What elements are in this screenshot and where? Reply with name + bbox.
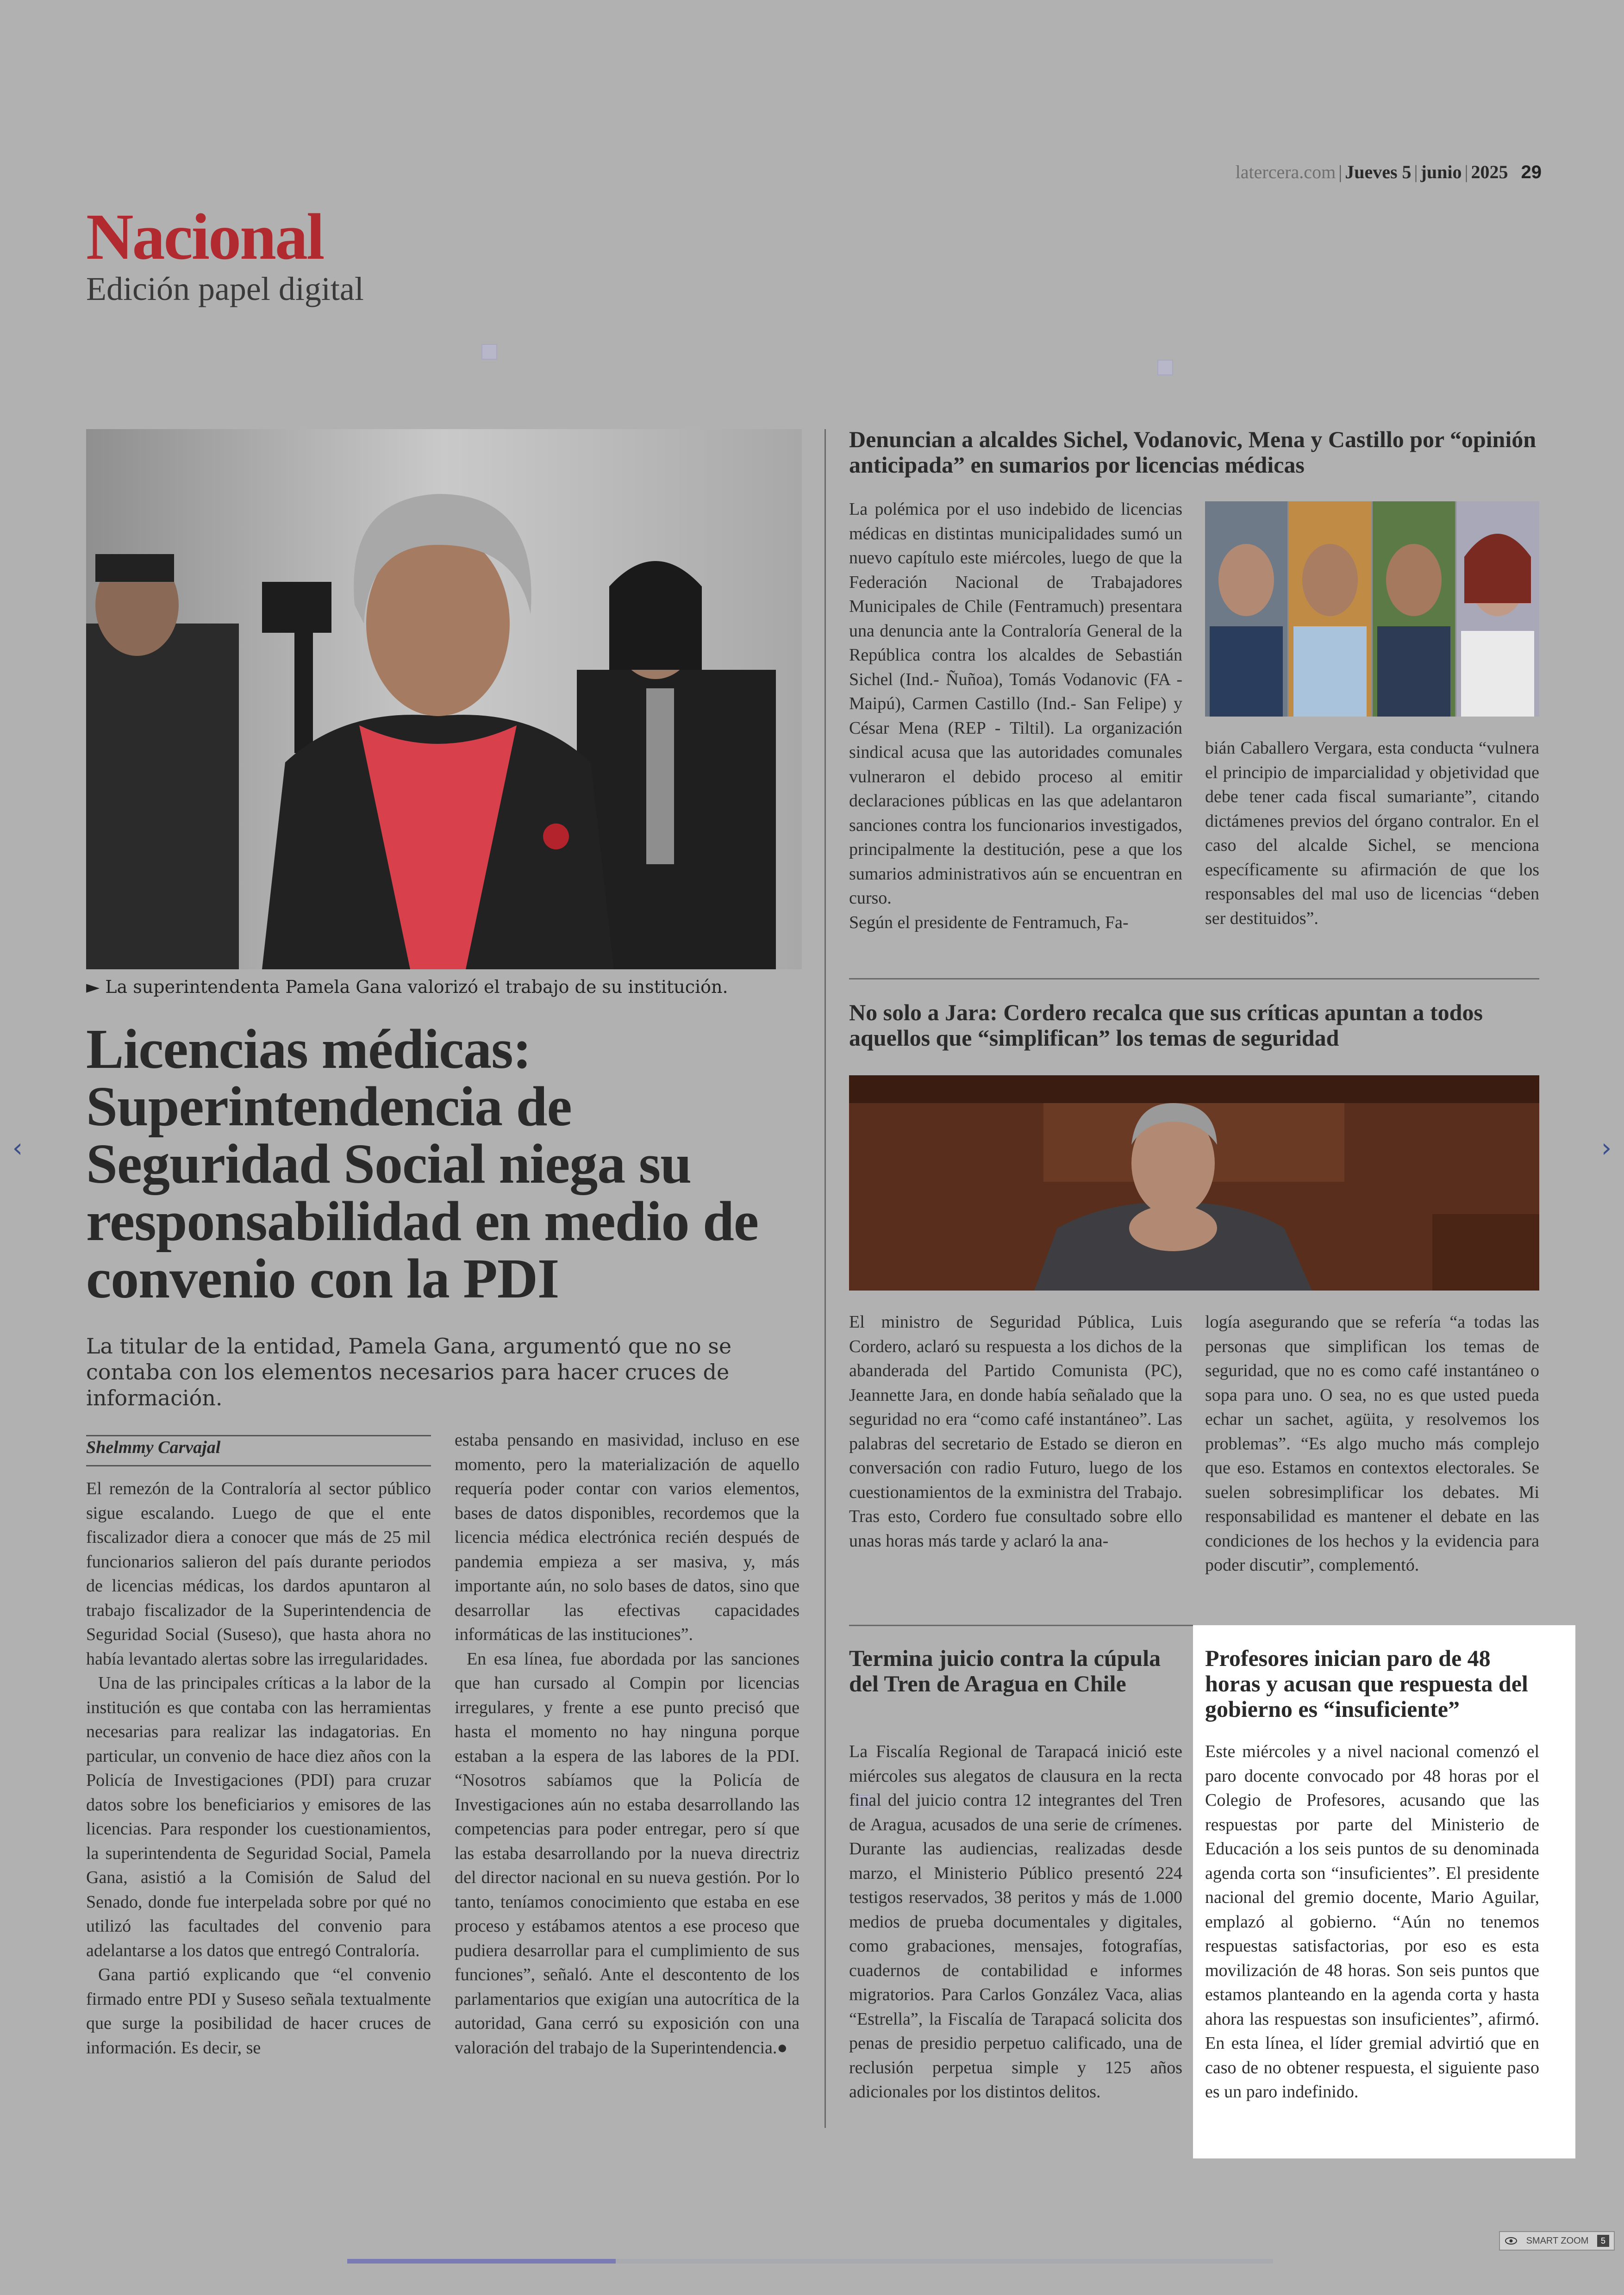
paragraph: La Fiscalía Regional de Tarapacá inició este miércoles sus alegatos de clausura en la recta final del juicio contra 12 integrantes del Tren de Aragua, acusados de una serie de crímenes. Durante las audiencias, realizadas desde marzo, el Ministerio Público presentó 224 testigos reservados, 38 peritos y más de 1.000 medios de prueba documentales y digitales, como grabaciones, mensajes, fotografías, cuadernos de contabilidad e informes migratorios. Para Carlos González Vaca, alias “Estrella”, la Fiscalía de Tarapacá solicita dos penas de presidio perpetuo calificado, una de reclusión perpetua simple y 125 años adicionales por los distintos delitos.	[849, 1742, 1182, 2102]
eye-icon	[1505, 2237, 1518, 2245]
page-number: 29	[1521, 162, 1542, 182]
photo-caption: ► La superintendenta Pamela Gana valorizó el trabajo de su institución.	[86, 977, 728, 997]
paragraph: bián Caballero Vergara, esta conducta “vulnera el principio de imparcialidad y objetividad que debe tener cada fiscal sumariante”, citando dictámenes previos del órgano contralor. En el caso del alcalde Sichel, se menciona específicamente su afirmación de que los responsables del mal uso de licencias “deben ser destituidos”.	[1205, 738, 1539, 928]
header-year: 2025	[1471, 162, 1508, 182]
cordero-photo[interactable]	[849, 1075, 1539, 1291]
profesores-body	[1205, 1740, 1539, 2104]
paragraph: estaba pensando en masividad, incluso en ese momento, pero la materialización de aquello requería poder contar con varios elementos, bases de datos disponibles, recordemos que la licencia médica electrónica recién después de pandemia empieza a ser masiva, y, más importante aún, no solo bases de datos, sino que desarrollar las efectivas capacidades informáticas de las instituciones”.	[455, 1430, 800, 1644]
cordero-col-2	[1205, 1310, 1539, 1578]
hotspot-marker[interactable]	[481, 344, 497, 360]
progress-fill	[347, 2259, 616, 2264]
cordero-headline: No solo a Jara: Cordero recalca que sus críticas apuntan a todos aquellos que “simplifican” los temas de seguridad	[849, 999, 1483, 1051]
main-article-photo[interactable]	[86, 429, 802, 969]
main-article-col-2	[455, 1428, 800, 2060]
section-title: Nacional	[86, 200, 324, 273]
main-article-col-1	[86, 1477, 431, 2060]
paragraph: Una de las principales críticas a la labor de la institución es que contaba con las herramientas necesarias para realizar las indagatorias. En particular, un convenio de hace diez años con la Policía de Investigaciones (PDI) para cruzar datos sobre los beneficiarios y emisores de las licencias. Para responder los cuestionamientos, la superintendenta de Seguridad Social, Pamela Gana, asistió a la Comisión de Salud del Senado, donde fue interpelada sobre por qué no utilizó las facultades del convenio para adelantarse a los datos que entregó Contraloría.	[86, 1673, 431, 1960]
alcaldes-col-1	[849, 497, 1182, 935]
site-name: latercera.com	[1235, 162, 1336, 182]
article-divider	[849, 1625, 1193, 1626]
paragraph: logía asegurando que se refería “a todas las personas que simplifican los temas de seguridad, que no es como café instantáneo o sopa para uno. O sea, no es que usted pueda echar un sachet, agüita, y resolvemos los problemas”. “Es algo mucho más complejo que eso. Estamos en contextos electorales. Se suelen sobresimplificar los debates. Mi responsabilidad es mantener el debate en las condiciones de los hechos y la evidencia para poder discutir”, complementó.	[1205, 1312, 1539, 1575]
paragraph: El remezón de la Contraloría al sector público sigue escalando. Luego de que el ente fiscalizador diera a conocer que más de 25 mil funcionarios salieron del país durante periodos de licencias médicas, los dardos apuntaron al trabajo fiscalizador de la Superintendencia de Seguridad Social (Suseso), que hasta ahora no había levantado alertas sobre las irregularidades.	[86, 1479, 431, 1669]
page-header: latercera.com | Jueves 5 | junio | 2025 29	[1235, 162, 1542, 182]
smart-zoom-label: SMART ZOOM	[1526, 2235, 1589, 2246]
cordero-col-1	[849, 1310, 1182, 1553]
chevron-left-icon[interactable]: ‹	[12, 1133, 23, 1163]
section-subtitle: Edición papel digital	[86, 270, 364, 307]
paragraph: El ministro de Seguridad Pública, Luis Cordero, aclaró su respuesta a los dichos de la abanderada del Partido Comunista (PC), Jeannette Jara, en donde había señalado que la seguridad no era “como café instantáneo”. Las palabras del secretario de Estado se dieron en conversación con radio Futuro, luego de los cuestionamientos de la exministra del Trabajo. Tras esto, Cordero fue consultado sobre ello unas horas más tarde y aclaró la ana-	[849, 1312, 1182, 1551]
chevron-right-icon[interactable]: ›	[1601, 1133, 1612, 1163]
paragraph: La polémica por el uso indebido de licencias médicas en distintas municipalidades sumó un nuevo capítulo este miércoles, luego de que la Federación Nacional de Trabajadores Municipales de Chile (Fentramuch) presentara una denuncia ante la Contraloría General de la República contra los alcaldes de Sebastián Sichel (Ind.- Ñuñoa), Tomás Vodanovic (FA - Maipú), Carmen Castillo (Ind.- San Felipe) y César Mena (REP - Tiltil). La organización sindical acusa que las autoridades comunales vulneraron el debido proceso al emitir declaraciones públicas en las que adelantaron sanciones contra los funcionarios investigados, principalmente la destitución, pese a que los sumarios administrativos aún se encuentran en curso.	[849, 499, 1182, 908]
hotspot-marker[interactable]	[1157, 360, 1173, 375]
alcaldes-headline: Denuncian a alcaldes Sichel, Vodanovic, Mena y Castillo por “opinión anticipada” en sumarios por licencias médicas	[849, 426, 1537, 478]
header-month: junio	[1420, 162, 1462, 182]
page-progress-bar[interactable]	[347, 2259, 1273, 2264]
header-day: Jueves 5	[1345, 162, 1412, 182]
alcaldes-portraits[interactable]	[1205, 501, 1539, 717]
article-divider	[849, 978, 1539, 979]
alcaldes-col-2	[1205, 736, 1539, 930]
main-headline: Licencias médicas: Superintendencia de Seguridad Social niega su responsabilidad en medio de convenio con la PDI	[86, 1018, 759, 1310]
main-deck: La titular de la entidad, Pamela Gana, argumentó que no se contaba con los elementos necesarios para hacer cruces de información.	[86, 1334, 732, 1410]
byline: Shelmmy Carvajal	[86, 1438, 221, 1457]
smart-zoom-button[interactable]	[1499, 2231, 1615, 2251]
smart-zoom-badge: 5	[1597, 2235, 1609, 2247]
paragraph: En esa línea, fue abordada por las sanciones que han cursado al Compin por licencias irregulares, y frente a ese punto precisó que hasta el momento no hay ninguna porque estaban a la espera de las labores de la PDI. “Nosotros sabíamos que la Policía de Investigaciones aún no estaba desarrollando las competencias para poder entregar, pero sí que las estaba desarrollando por la nueva directriz del director nacional en su nueva gestión. Por lo tanto, teníamos conocimiento que estaba en ese proceso y estábamos atentos a ese proceso que pudiera desarrollar para el cumplimiento de sus funciones”, señaló. Ante el descontento de los parlamentarios que exigían una autocrítica de la autoridad, Gana cerró su exposición con una valoración del trabajo de la Superintendencia.●	[455, 1649, 800, 2058]
byline-rule	[86, 1435, 431, 1436]
paragraph: Según el presidente de Fentramuch, Fa-	[849, 912, 1129, 932]
tren-headline: Termina juicio contra la cúpula del Tren de Aragua en Chile	[849, 1645, 1161, 1696]
profesores-headline: Profesores inician paro de 48 horas y acusan que respuesta del gobierno es “insuficiente”	[1205, 1645, 1528, 1722]
tren-body	[849, 1740, 1182, 2104]
column-divider	[824, 429, 826, 2128]
paragraph: Este miércoles y a nivel nacional comenzó el paro docente convocado por 48 horas por el Colegio de Profesores, acusando que las respuestas por parte del Ministerio de Educación a los seis puntos de su denominada agenda corta son “insuficientes”. El presidente nacional del gremio docente, Mario Aguilar, emplazó al gobierno. “Aún no tenemos respuestas satisfactorias, por eso es esta movilización de 48 horas. Son seis puntos que estamos planteando en la agenda corta y hasta ahora las respuestas son insuficientes”, afirmó. En esta línea, el líder gremial advirtió que en caso de no obtener respuesta, el siguiente paso es un paro indefinido.	[1205, 1742, 1539, 2102]
paragraph: Gana partió explicando que “el convenio firmado entre PDI y Suseso señala textualmente que surge la posibilidad de hacer cruces de información. Es decir, se	[86, 1965, 431, 2058]
byline-rule	[86, 1465, 431, 1466]
